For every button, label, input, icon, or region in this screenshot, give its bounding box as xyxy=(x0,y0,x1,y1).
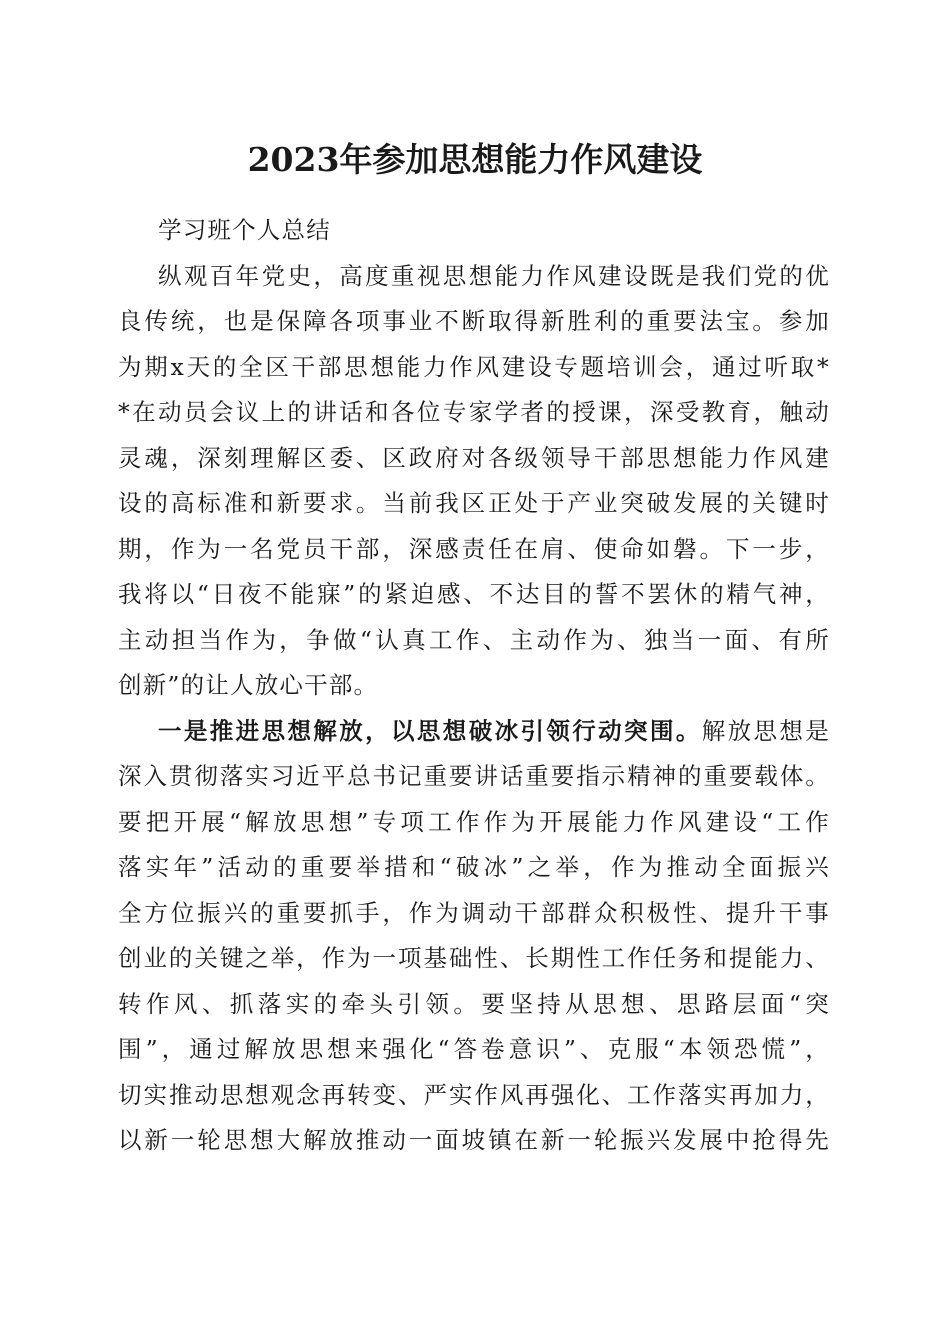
paragraph-2-heading: 一是推进思想解放，以思想破冰引领行动突围。 xyxy=(158,716,702,745)
paragraph-2-line: 落实年”活动的重要举措和“破冰”之举，作为推动全面振兴 xyxy=(118,853,830,881)
document-title: 2023年参加思想能力作风建设 xyxy=(247,140,703,179)
paragraph-2-line: 创业的关键之举，作为一项基础性、长期性工作任务和提能力、 xyxy=(118,944,830,972)
paragraph-2-line: 要把开展“解放思想”专项工作作为开展能力作风建设“工作 xyxy=(118,807,830,836)
paragraph-2-line: 围”，通过解放思想来强化“答卷意识”、克服“本领恐慌”， xyxy=(118,1035,830,1063)
paragraph-2-line: 全方位振兴的重要抓手，作为调动干部群众积极性、提升干事 xyxy=(118,898,830,927)
paragraph-2-first-rest: 解放思想是 xyxy=(701,716,830,745)
paragraph-2-line: 切实推动思想观念再转变、严实作风再强化、工作落实再加力， xyxy=(118,1080,830,1109)
document-body xyxy=(118,208,830,1164)
paragraph-1-line: 我将以“日夜不能寐”的紧迫感、不达目的誓不罢休的精气神， xyxy=(118,580,830,608)
paragraph-2-line: 深入贯彻落实习近平总书记重要讲话重要指示精神的重要载体。 xyxy=(118,762,830,790)
paragraph-2-line: 以新一轮思想大解放推动一面坡镇在新一轮振兴发展中抢得先 xyxy=(118,1126,830,1154)
paragraph-1-line: 期，作为一名党员干部，深感责任在肩、使命如磐。下一步， xyxy=(118,534,830,563)
paragraph-1-line: 良传统，也是保障各项事业不断取得新胜利的重要法宝。参加 xyxy=(118,307,830,335)
paragraph-1-line: *在动员会议上的讲话和各位专家学者的授课，深受教育，触动 xyxy=(118,398,830,426)
subtitle-line: 学习班个人总结 xyxy=(158,216,331,244)
paragraph-1-line: 设的高标准和新要求。当前我区正处于产业突破发展的关键时 xyxy=(118,489,830,517)
paragraph-1-line: 灵魂，深刻理解区委、区政府对各级领导干部思想能力作风建 xyxy=(118,443,830,472)
paragraph-1-line: 创新”的让人放心干部。 xyxy=(118,671,379,699)
paragraph-1-line: 主动担当作为，争做“认真工作、主动作为、独当一面、有所 xyxy=(118,625,830,654)
paragraph-1-line: 为期x天的全区干部思想能力作风建设专题培训会，通过听取* xyxy=(118,352,830,381)
paragraph-2-line: 转作风、抓落实的牵头引领。要坚持从思想、思路层面“突 xyxy=(118,989,830,1018)
paragraph-2-first-line xyxy=(118,709,830,755)
paragraph-1-line: 纵观百年党史，高度重视思想能力作风建设既是我们党的优 xyxy=(158,261,830,290)
